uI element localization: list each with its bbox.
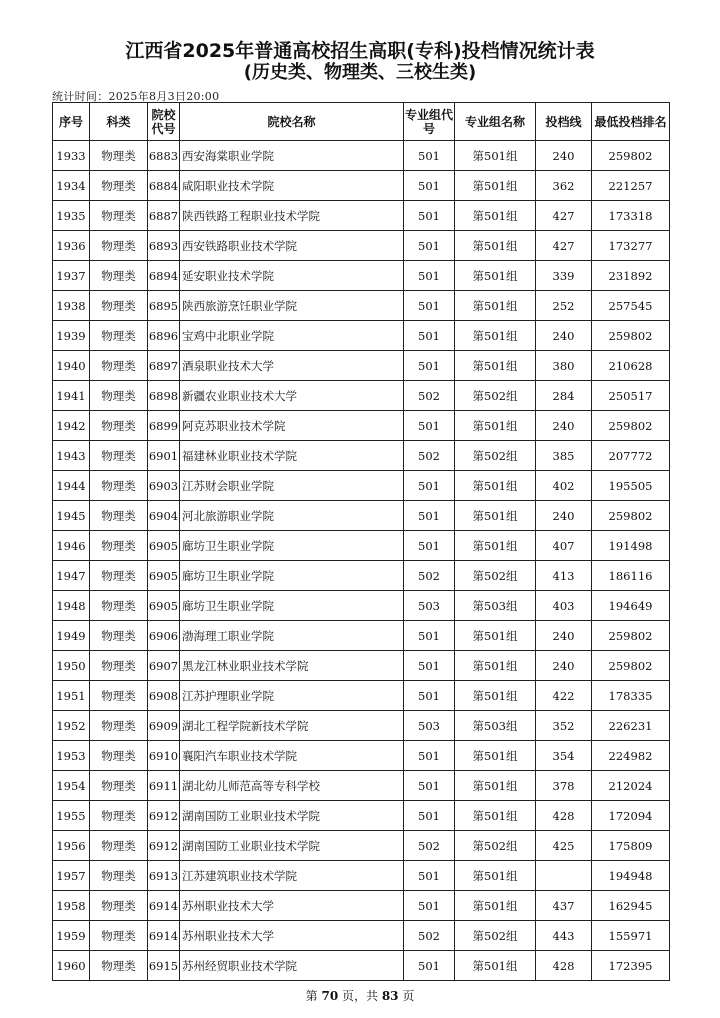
cell-category: 物理类: [90, 171, 148, 201]
table-row: [53, 141, 670, 171]
cell-cutoff-score: 425: [536, 831, 592, 861]
cell-group-name: 第501组: [455, 231, 536, 261]
cell-group-name: 第501组: [455, 291, 536, 321]
cell-cutoff-score: 427: [536, 201, 592, 231]
table-row: [53, 801, 670, 831]
cell-category: 物理类: [90, 951, 148, 981]
table-row: [53, 561, 670, 591]
cell-seq: 1934: [53, 171, 90, 201]
cell-school-name: 延安职业技术学院: [180, 261, 404, 291]
cell-category: 物理类: [90, 411, 148, 441]
cell-seq: 1946: [53, 531, 90, 561]
cell-min-rank: 259802: [592, 621, 670, 651]
cell-cutoff-score: 427: [536, 231, 592, 261]
cell-seq: 1954: [53, 771, 90, 801]
footer-page-number: 70: [321, 989, 339, 1003]
cell-min-rank: 259802: [592, 321, 670, 351]
cell-category: 物理类: [90, 591, 148, 621]
cell-cutoff-score: 252: [536, 291, 592, 321]
cell-group-name: 第501组: [455, 621, 536, 651]
cell-group-code: 502: [404, 831, 455, 861]
cell-seq: 1948: [53, 591, 90, 621]
cell-seq: 1958: [53, 891, 90, 921]
cell-group-name: 第501组: [455, 861, 536, 891]
cell-category: 物理类: [90, 741, 148, 771]
header-min-rank: 最低投档排名: [592, 103, 670, 141]
cell-cutoff-score: 339: [536, 261, 592, 291]
footer-middle: 页，共: [338, 989, 382, 1003]
cell-seq: 1960: [53, 951, 90, 981]
cell-cutoff-score: 354: [536, 741, 592, 771]
cell-cutoff-score: 422: [536, 681, 592, 711]
cell-cutoff-score: 380: [536, 351, 592, 381]
cell-min-rank: 195505: [592, 471, 670, 501]
cell-group-code: 501: [404, 261, 455, 291]
cell-seq: 1944: [53, 471, 90, 501]
cell-school-name: 黑龙江林业职业技术学院: [180, 651, 404, 681]
cell-group-name: 第503组: [455, 591, 536, 621]
cell-school-code: 6909: [148, 711, 180, 741]
cell-school-name: 陕西旅游烹饪职业学院: [180, 291, 404, 321]
footer-total-pages: 83: [381, 989, 399, 1003]
admission-table: [52, 102, 670, 981]
cell-category: 物理类: [90, 861, 148, 891]
cell-cutoff-score: 443: [536, 921, 592, 951]
cell-min-rank: 259802: [592, 501, 670, 531]
cell-category: 物理类: [90, 771, 148, 801]
cell-group-name: 第501组: [455, 651, 536, 681]
cell-school-name: 廊坊卫生职业学院: [180, 561, 404, 591]
cell-group-code: 503: [404, 591, 455, 621]
cell-school-code: 6911: [148, 771, 180, 801]
cell-group-name: 第501组: [455, 681, 536, 711]
cell-seq: 1937: [53, 261, 90, 291]
cell-cutoff-score: 413: [536, 561, 592, 591]
page-subtitle: (历史类、物理类、三校生类): [243, 62, 477, 83]
cell-school-name: 湖南国防工业职业技术学院: [180, 831, 404, 861]
cell-school-name: 苏州经贸职业技术学院: [180, 951, 404, 981]
cell-min-rank: 226231: [592, 711, 670, 741]
cell-group-name: 第502组: [455, 921, 536, 951]
cell-school-name: 新疆农业职业技术大学: [180, 381, 404, 411]
cell-min-rank: 173277: [592, 231, 670, 261]
cell-group-code: 501: [404, 801, 455, 831]
cell-school-name: 湖北幼儿师范高等专科学校: [180, 771, 404, 801]
cell-category: 物理类: [90, 561, 148, 591]
header-school-name: 院校名称: [180, 103, 404, 141]
cell-seq: 1955: [53, 801, 90, 831]
cell-group-name: 第501组: [455, 531, 536, 561]
cell-school-name: 廊坊卫生职业学院: [180, 591, 404, 621]
table-row: [53, 861, 670, 891]
cell-category: 物理类: [90, 291, 148, 321]
cell-group-name: 第501组: [455, 741, 536, 771]
cell-min-rank: 155971: [592, 921, 670, 951]
cell-group-name: 第501组: [455, 801, 536, 831]
cell-cutoff-score: 240: [536, 501, 592, 531]
cell-min-rank: 194948: [592, 861, 670, 891]
cell-group-code: 502: [404, 441, 455, 471]
cell-group-code: 502: [404, 921, 455, 951]
cell-school-code: 6905: [148, 531, 180, 561]
table-row: [53, 291, 670, 321]
cell-school-code: 6894: [148, 261, 180, 291]
cell-group-code: 501: [404, 531, 455, 561]
cell-school-name: 宝鸡中北职业学院: [180, 321, 404, 351]
cell-min-rank: 259802: [592, 651, 670, 681]
cell-min-rank: 231892: [592, 261, 670, 291]
cell-cutoff-score: 240: [536, 141, 592, 171]
cell-group-code: 501: [404, 201, 455, 231]
table-row: [53, 591, 670, 621]
cell-category: 物理类: [90, 621, 148, 651]
cell-school-name: 河北旅游职业学院: [180, 501, 404, 531]
cell-min-rank: 207772: [592, 441, 670, 471]
cell-group-name: 第501组: [455, 471, 536, 501]
cell-group-name: 第502组: [455, 441, 536, 471]
table-row: [53, 891, 670, 921]
header-seq: 序号: [53, 103, 90, 141]
table-row: [53, 201, 670, 231]
cell-category: 物理类: [90, 441, 148, 471]
cell-group-code: 501: [404, 321, 455, 351]
cell-cutoff-score: 240: [536, 621, 592, 651]
cell-group-name: 第502组: [455, 561, 536, 591]
footer-suffix: 页: [398, 989, 415, 1003]
cell-seq: 1952: [53, 711, 90, 741]
table-row: [53, 501, 670, 531]
cell-school-code: 6915: [148, 951, 180, 981]
cell-group-name: 第501组: [455, 321, 536, 351]
cell-group-name: 第502组: [455, 381, 536, 411]
cell-category: 物理类: [90, 651, 148, 681]
cell-school-name: 湖南国防工业职业技术学院: [180, 801, 404, 831]
cell-min-rank: 210628: [592, 351, 670, 381]
table-row: [53, 171, 670, 201]
cell-cutoff-score: 428: [536, 951, 592, 981]
cell-school-code: 6905: [148, 561, 180, 591]
cell-school-code: 6912: [148, 801, 180, 831]
cell-cutoff-score: 362: [536, 171, 592, 201]
cell-school-code: 6910: [148, 741, 180, 771]
cell-category: 物理类: [90, 531, 148, 561]
cell-group-name: 第501组: [455, 201, 536, 231]
cell-school-code: 6914: [148, 921, 180, 951]
cell-seq: 1938: [53, 291, 90, 321]
table-row: [53, 261, 670, 291]
cell-category: 物理类: [90, 231, 148, 261]
cell-group-name: 第502组: [455, 831, 536, 861]
cell-category: 物理类: [90, 381, 148, 411]
table-row: [53, 771, 670, 801]
cell-group-name: 第501组: [455, 501, 536, 531]
cell-category: 物理类: [90, 711, 148, 741]
cell-cutoff-score: 437: [536, 891, 592, 921]
cell-school-code: 6887: [148, 201, 180, 231]
cell-category: 物理类: [90, 801, 148, 831]
cell-min-rank: 194649: [592, 591, 670, 621]
table-row: [53, 441, 670, 471]
cell-cutoff-score: [536, 861, 592, 891]
cell-seq: 1957: [53, 861, 90, 891]
cell-school-name: 苏州职业技术大学: [180, 921, 404, 951]
cell-cutoff-score: 240: [536, 651, 592, 681]
cell-group-name: 第501组: [455, 771, 536, 801]
cell-school-name: 湖北工程学院新技术学院: [180, 711, 404, 741]
cell-school-code: 6903: [148, 471, 180, 501]
cell-school-code: 6906: [148, 621, 180, 651]
table-row: [53, 351, 670, 381]
cell-seq: 1959: [53, 921, 90, 951]
cell-school-name: 江苏护理职业学院: [180, 681, 404, 711]
cell-seq: 1956: [53, 831, 90, 861]
table-row: [53, 531, 670, 561]
cell-seq: 1945: [53, 501, 90, 531]
cell-school-code: 6893: [148, 231, 180, 261]
cell-cutoff-score: 378: [536, 771, 592, 801]
cell-group-name: 第501组: [455, 171, 536, 201]
cell-school-name: 江苏财会职业学院: [180, 471, 404, 501]
cell-group-code: 503: [404, 711, 455, 741]
table-row: [53, 411, 670, 441]
cell-group-code: 501: [404, 501, 455, 531]
cell-school-name: 渤海理工职业学院: [180, 621, 404, 651]
cell-seq: 1935: [53, 201, 90, 231]
table-row: [53, 921, 670, 951]
cell-school-code: 6908: [148, 681, 180, 711]
cell-category: 物理类: [90, 351, 148, 381]
cell-group-code: 501: [404, 951, 455, 981]
cell-cutoff-score: 403: [536, 591, 592, 621]
cell-min-rank: 250517: [592, 381, 670, 411]
page-footer: [0, 987, 720, 1004]
table-row: [53, 951, 670, 981]
cell-seq: 1947: [53, 561, 90, 591]
cell-school-code: 6895: [148, 291, 180, 321]
table-row: [53, 231, 670, 261]
cell-min-rank: 186116: [592, 561, 670, 591]
cell-seq: 1950: [53, 651, 90, 681]
cell-min-rank: 175809: [592, 831, 670, 861]
cell-category: 物理类: [90, 471, 148, 501]
cell-min-rank: 172094: [592, 801, 670, 831]
header-group-code: 专业组代号: [404, 103, 455, 141]
table-row: [53, 831, 670, 861]
cell-group-name: 第501组: [455, 411, 536, 441]
cell-school-name: 阿克苏职业技术学院: [180, 411, 404, 441]
cell-school-name: 苏州职业技术大学: [180, 891, 404, 921]
table-row: [53, 681, 670, 711]
header-cutoff-score: 投档线: [536, 103, 592, 141]
cell-group-name: 第501组: [455, 351, 536, 381]
table-row: [53, 741, 670, 771]
header-group-name: 专业组名称: [455, 103, 536, 141]
cell-school-name: 酒泉职业技术大学: [180, 351, 404, 381]
cell-group-code: 501: [404, 741, 455, 771]
cell-group-code: 502: [404, 381, 455, 411]
cell-category: 物理类: [90, 321, 148, 351]
table-body: [53, 141, 670, 981]
statistics-time: 统计时间：2025年8月3日20:00: [52, 90, 220, 103]
cell-group-name: 第501组: [455, 261, 536, 291]
cell-school-code: 6914: [148, 891, 180, 921]
cell-group-code: 501: [404, 351, 455, 381]
cell-category: 物理类: [90, 681, 148, 711]
cell-seq: 1943: [53, 441, 90, 471]
cell-group-code: 501: [404, 411, 455, 441]
cell-group-name: 第501组: [455, 891, 536, 921]
cell-group-code: 501: [404, 471, 455, 501]
cell-min-rank: 162945: [592, 891, 670, 921]
cell-min-rank: 221257: [592, 171, 670, 201]
cell-category: 物理类: [90, 141, 148, 171]
cell-school-name: 襄阳汽车职业技术学院: [180, 741, 404, 771]
cell-group-code: 501: [404, 291, 455, 321]
cell-cutoff-score: 385: [536, 441, 592, 471]
cell-cutoff-score: 407: [536, 531, 592, 561]
cell-school-name: 西安铁路职业技术学院: [180, 231, 404, 261]
cell-school-code: 6897: [148, 351, 180, 381]
cell-school-name: 咸阳职业技术学院: [180, 171, 404, 201]
cell-seq: 1939: [53, 321, 90, 351]
cell-group-code: 501: [404, 141, 455, 171]
cell-cutoff-score: 428: [536, 801, 592, 831]
cell-group-code: 501: [404, 171, 455, 201]
cell-school-code: 6913: [148, 861, 180, 891]
table-row: [53, 471, 670, 501]
cell-school-code: 6884: [148, 171, 180, 201]
cell-seq: 1953: [53, 741, 90, 771]
cell-category: 物理类: [90, 201, 148, 231]
header-category: 科类: [90, 103, 148, 141]
cell-seq: 1933: [53, 141, 90, 171]
cell-group-name: 第501组: [455, 951, 536, 981]
cell-cutoff-score: 240: [536, 321, 592, 351]
cell-seq: 1942: [53, 411, 90, 441]
cell-min-rank: 172395: [592, 951, 670, 981]
cell-school-code: 6912: [148, 831, 180, 861]
cell-category: 物理类: [90, 921, 148, 951]
cell-school-name: 廊坊卫生职业学院: [180, 531, 404, 561]
cell-school-code: 6883: [148, 141, 180, 171]
cell-seq: 1940: [53, 351, 90, 381]
table-row: [53, 711, 670, 741]
cell-group-name: 第501组: [455, 141, 536, 171]
cell-category: 物理类: [90, 261, 148, 291]
table-header-row: [53, 103, 670, 141]
cell-seq: 1951: [53, 681, 90, 711]
cell-school-name: 西安海棠职业学院: [180, 141, 404, 171]
cell-school-name: 江苏建筑职业技术学院: [180, 861, 404, 891]
cell-school-name: 福建林业职业技术学院: [180, 441, 404, 471]
cell-group-code: 501: [404, 861, 455, 891]
cell-group-code: 501: [404, 891, 455, 921]
cell-seq: 1941: [53, 381, 90, 411]
cell-min-rank: 191498: [592, 531, 670, 561]
cell-cutoff-score: 352: [536, 711, 592, 741]
cell-school-code: 6898: [148, 381, 180, 411]
cell-school-code: 6901: [148, 441, 180, 471]
cell-school-code: 6907: [148, 651, 180, 681]
cell-cutoff-score: 402: [536, 471, 592, 501]
cell-school-code: 6904: [148, 501, 180, 531]
table-row: [53, 621, 670, 651]
cell-group-name: 第503组: [455, 711, 536, 741]
cell-group-code: 501: [404, 771, 455, 801]
cell-min-rank: 224982: [592, 741, 670, 771]
table-row: [53, 321, 670, 351]
cell-group-code: 501: [404, 231, 455, 261]
cell-min-rank: 178335: [592, 681, 670, 711]
cell-group-code: 501: [404, 651, 455, 681]
page-title: 江西省2025年普通高校招生高职(专科)投档情况统计表: [125, 40, 595, 62]
cell-school-code: 6896: [148, 321, 180, 351]
cell-seq: 1949: [53, 621, 90, 651]
table-row: [53, 381, 670, 411]
cell-category: 物理类: [90, 891, 148, 921]
table-row: [53, 651, 670, 681]
cell-school-code: 6899: [148, 411, 180, 441]
cell-group-code: 502: [404, 561, 455, 591]
cell-cutoff-score: 240: [536, 411, 592, 441]
footer-prefix: 第: [305, 989, 322, 1003]
cell-category: 物理类: [90, 831, 148, 861]
cell-school-code: 6905: [148, 591, 180, 621]
cell-group-code: 501: [404, 681, 455, 711]
cell-school-name: 陕西铁路工程职业技术学院: [180, 201, 404, 231]
cell-min-rank: 257545: [592, 291, 670, 321]
cell-min-rank: 212024: [592, 771, 670, 801]
cell-min-rank: 259802: [592, 141, 670, 171]
cell-min-rank: 173318: [592, 201, 670, 231]
cell-cutoff-score: 284: [536, 381, 592, 411]
cell-category: 物理类: [90, 501, 148, 531]
cell-min-rank: 259802: [592, 411, 670, 441]
cell-seq: 1936: [53, 231, 90, 261]
cell-group-code: 501: [404, 621, 455, 651]
header-school-code: 院校代号: [148, 103, 180, 141]
